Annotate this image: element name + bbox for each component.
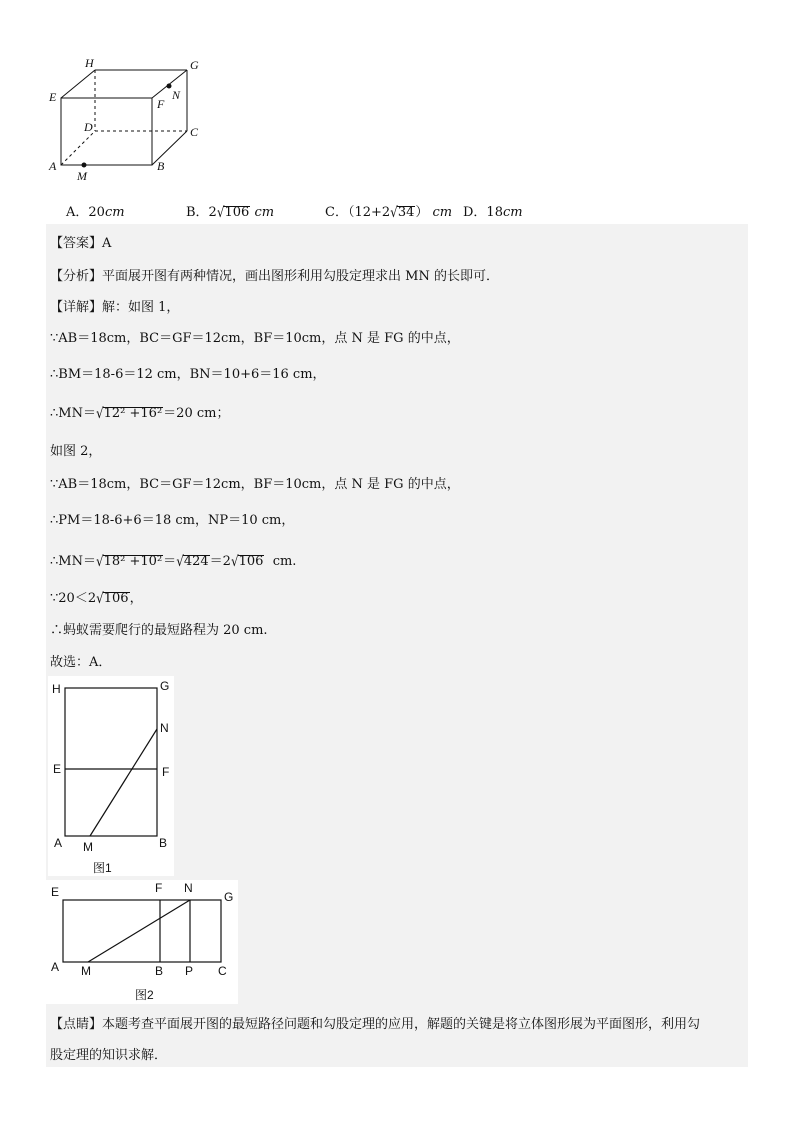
fig2-label-c: C: [218, 964, 227, 978]
detail-line-8: ∴蚂蚁需要爬行的最短路程为 20 cm.: [50, 623, 268, 638]
detail-line-7: ∵20＜2√106，: [50, 589, 143, 607]
fig1-label-h: H: [52, 682, 61, 696]
cube-label-a: A: [49, 159, 57, 173]
option-b-radicand: 106: [224, 205, 250, 220]
l7-suffix: ，: [129, 591, 143, 606]
cube-label-m: M: [77, 169, 87, 183]
option-c-suffix: ）: [415, 205, 429, 220]
fig1-caption: 图1: [93, 861, 112, 875]
fig2-label-g: G: [224, 890, 234, 904]
detail-line-3: ∴MN＝√12² +16²＝20 cm；: [50, 404, 230, 422]
fig1-label-e: E: [53, 762, 62, 776]
fig2-label-a: A: [51, 960, 60, 974]
cube-label-c: C: [190, 125, 199, 139]
cube-label-d: D: [84, 120, 93, 134]
fig2-label-p: P: [185, 964, 194, 978]
l7-prefix: ∵20＜2: [50, 591, 97, 606]
fig1-label-b: B: [159, 836, 168, 850]
l6-prefix: ∴MN＝: [50, 554, 96, 569]
detail-line-1: ∵AB＝18cm，BC＝GF＝12cm，BF＝10cm，点 N 是 FG 的中点，: [50, 331, 460, 346]
comment-line-2: 股定理的知识求解．: [50, 1048, 168, 1063]
detail-line-4: ∵AB＝18cm，BC＝GF＝12cm，BF＝10cm，点 N 是 FG 的中点，: [50, 477, 460, 492]
cube-label-g: G: [190, 58, 199, 72]
option-d-text: D．18: [463, 205, 503, 220]
cube-label-n: N: [172, 88, 181, 102]
cube-label-h: H: [85, 56, 94, 70]
detail-heading: 【详解】解：如图 1，: [50, 300, 180, 315]
l6-suffix: cm.: [264, 554, 297, 569]
detail-line-5: ∴PM＝18-6+6＝18 cm，NP＝10 cm，: [50, 513, 295, 528]
option-c-radicand: 34: [397, 205, 415, 220]
l7-radicand: 106: [103, 591, 129, 606]
option-a: [66, 201, 125, 220]
comment-line-1: 【点睛】本题考查平面展开图的最短路径问题和勾股定理的应用，解题的关键是将立体图形展为平面图形，利用勾: [50, 1017, 701, 1032]
fig2-label-n: N: [184, 881, 193, 895]
option-b-unit: cm: [254, 205, 275, 220]
option-b-text: B．2: [186, 205, 217, 220]
l6-radicand-3: 106: [238, 554, 264, 569]
l6-radicand-1: 18² +10²: [103, 554, 163, 569]
fig2-label-f: F: [155, 881, 163, 895]
option-d-unit: cm: [502, 205, 523, 220]
fig2-label-m: M: [81, 964, 91, 978]
figure2-heading: 如图 2，: [50, 444, 102, 459]
option-d: [463, 201, 523, 220]
choice-line: 故选：A．: [50, 655, 112, 670]
option-b: B．2√106 cm: [186, 203, 275, 221]
cube-label-e: E: [49, 90, 57, 104]
fig1-label-m: M: [83, 840, 93, 854]
cube-label-f: F: [157, 97, 165, 111]
l6-equals-2: ＝2: [209, 554, 231, 569]
fig1-label-a: A: [54, 836, 63, 850]
option-c: C．（12+2√34） cm: [325, 203, 453, 221]
option-c-unit: cm: [432, 205, 453, 220]
l3-radicand: 12² +16²: [103, 406, 163, 421]
option-a-unit: cm: [104, 205, 125, 220]
fig1-label-n: N: [160, 721, 169, 735]
detail-line-6: ∴MN＝√18² +10²＝√424＝2√106 cm.: [50, 552, 297, 570]
l3-prefix: ∴MN＝: [50, 406, 96, 421]
detail-line-2: ∴BM＝18-6＝12 cm，BN＝10+6＝16 cm，: [50, 367, 326, 382]
cube-label-b: B: [157, 159, 165, 173]
l6-radicand-2: 424: [183, 554, 209, 569]
fig2-label-b: B: [155, 964, 164, 978]
fig1-label-f: F: [162, 765, 170, 779]
option-c-text: C．（12+2: [325, 205, 391, 220]
fig2-label-e: E: [51, 885, 60, 899]
fig2-caption: 图2: [135, 988, 154, 1002]
fig1-label-g: G: [160, 679, 170, 693]
answer-line: 【答案】A: [50, 236, 112, 251]
l6-equals: ＝: [163, 554, 177, 569]
analysis-line: 【分析】平面展开图有两种情况，画出图形利用勾股定理求出 MN 的长即可．: [50, 269, 499, 284]
l3-suffix: ＝20 cm；: [163, 406, 230, 421]
option-a-text: A．20: [66, 205, 105, 220]
figure-1-drawing: [48, 676, 174, 876]
